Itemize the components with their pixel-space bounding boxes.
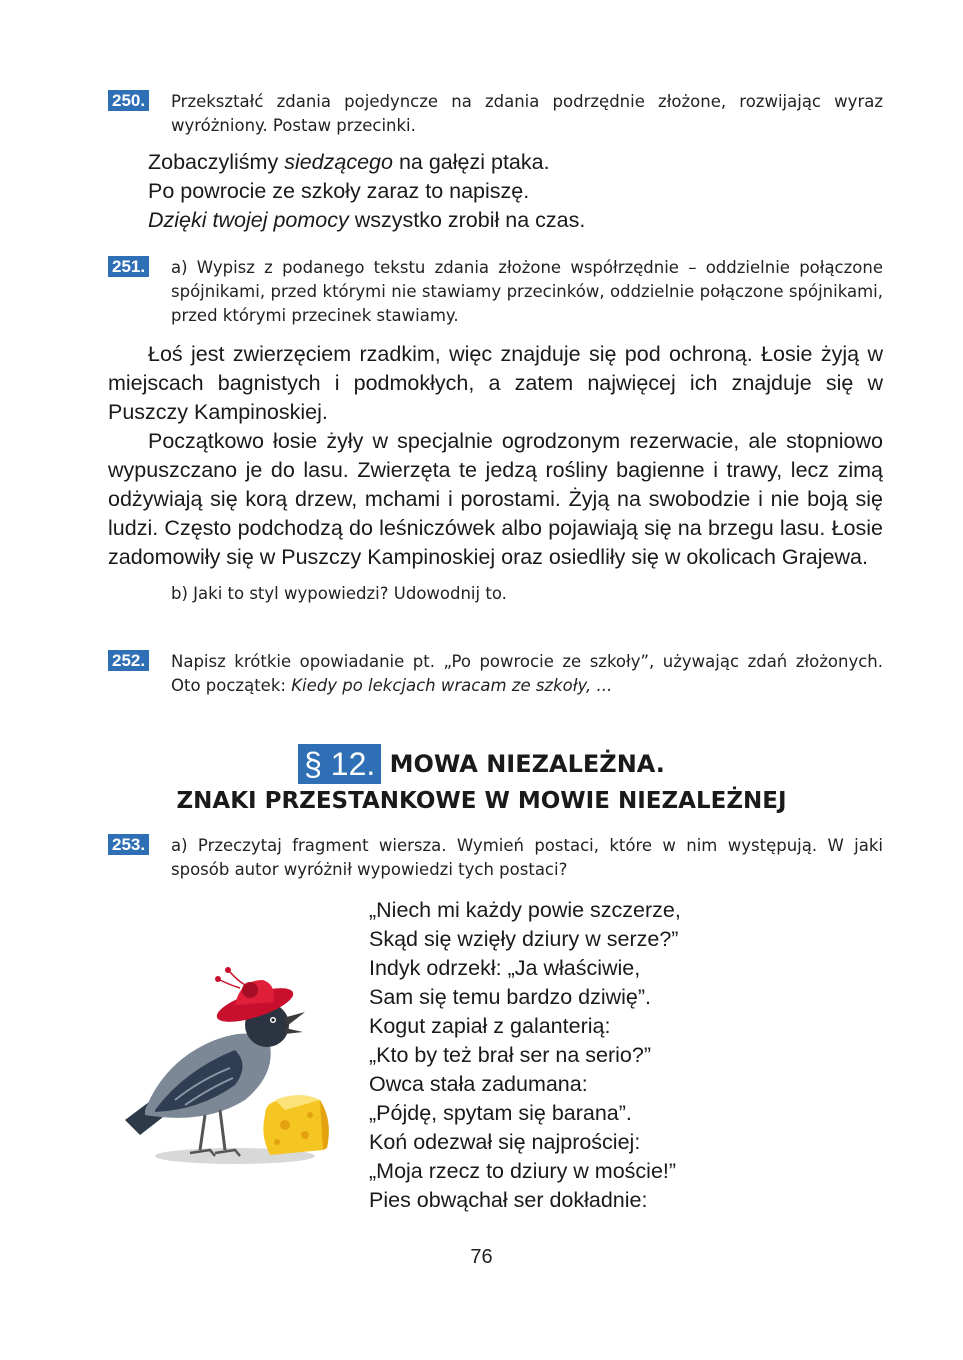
exercise-instruction: Napisz krótkie opowiadanie pt. „Po powrocie ze szkoły”, używając zdań złożonych. Oto początek: Kiedy po lekcjach wracam ze szkoły, ... bbox=[171, 652, 883, 695]
exercise-253 bbox=[108, 834, 883, 882]
poem-line: Owca stała zadumana: bbox=[369, 1072, 588, 1096]
exercise-250 bbox=[108, 90, 883, 235]
section-number-badge: § 12. bbox=[298, 744, 381, 784]
page-number: 76 bbox=[470, 1246, 493, 1268]
exercise-instruction: a) Przeczytaj fragment wiersza. Wymień postaci, które w nim występują. W jaki sposób autor wyróżnił wypowiedzi tych postaci? bbox=[171, 836, 883, 879]
exercise-number-badge: 251. bbox=[108, 256, 149, 277]
poem-line: „Niech mi każdy powie szczerze, bbox=[369, 898, 681, 922]
poem-line: Pies obwąchał ser dokładnie: bbox=[369, 1188, 648, 1212]
poem-line: „Kto by też brał ser na serio?” bbox=[369, 1043, 652, 1067]
exercise-instruction: Przekształć zdania pojedyncze na zdania podrzędnie złożone, rozwijając wyraz wyróżniony. Postaw przecinki. bbox=[171, 92, 883, 135]
exercise-instruction-a: a) Wypisz z podanego tekstu zdania złożone współrzędnie – oddzielnie połączone spójnikami, przed którymi nie stawiamy przecinków, oddzielnie połączone spójnikami, przed którymi przecinek stawiamy. bbox=[171, 258, 883, 325]
text-paragraph-2: Początkowo łosie żyły w specjalnie ogrodzonym rezerwacie, ale stopniowo wypuszczano je do lasu. Zwierzęta te jedzą rośliny bagienne i trawy, lecz zimą odżywiają się korą drzew, mchami i porostami. Żyją na swobodzie i nie boją się ludzi. Często podchodzą do leśniczówek albo pojawiają się na brzegu lasu. Łosie zadomowiły się w Puszczy Kampinoskiej oraz osiedliły się w okolicach Grajewa. bbox=[108, 429, 883, 569]
sentence-2: Po powrocie ze szkoły zaraz to napiszę. bbox=[148, 179, 530, 203]
poem-line: Kogut zapiał z galanterią: bbox=[369, 1014, 611, 1038]
exercise-number-badge: 252. bbox=[108, 650, 149, 671]
exercise-instruction-b: b) Jaki to styl wypowiedzi? Udowodnij to. bbox=[171, 584, 507, 603]
sentence-3: Dzięki twojej pomocy wszystko zrobił na czas. bbox=[148, 208, 586, 232]
sentence-1: Zobaczyliśmy siedzącego na gałęzi ptaka. bbox=[148, 150, 550, 174]
text-paragraph-1: Łoś jest zwierzęciem rzadkim, więc znajduje się pod ochroną. Łosie żyją w miejscach bagnistych i podmokłych, a zatem najwięcej ich znajduje się w Puszczy Kampinoskiej. bbox=[108, 342, 883, 424]
poem-line: „Moja rzecz to dziury w moście!” bbox=[369, 1159, 677, 1183]
exercise-251 bbox=[108, 256, 883, 606]
example-sentences bbox=[148, 148, 883, 235]
exercise-number-badge: 250. bbox=[108, 90, 149, 111]
poem-line: Sam się temu bardzo dziwię”. bbox=[369, 985, 651, 1009]
poem-fragment bbox=[369, 896, 681, 1215]
poem-line: „Pójdę, spytam się barana”. bbox=[369, 1101, 632, 1125]
exercise-number-badge: 253. bbox=[108, 834, 149, 855]
exercise-252 bbox=[108, 650, 883, 698]
poem-line: Koń odezwał się najprościej: bbox=[369, 1130, 641, 1154]
section-title-line-1: § 12. MOWA NIEZALEŻNA. bbox=[0, 742, 963, 785]
crow-with-cheese-illustration bbox=[105, 950, 340, 1175]
section-title-line-2: ZNAKI PRZESTANKOWE W MOWIE NIEZALEŻNEJ bbox=[176, 788, 787, 814]
poem-line: Indyk odrzekł: „Ja właściwie, bbox=[369, 956, 641, 980]
poem-line: Skąd się wzięły dziury w serze?” bbox=[369, 927, 679, 951]
